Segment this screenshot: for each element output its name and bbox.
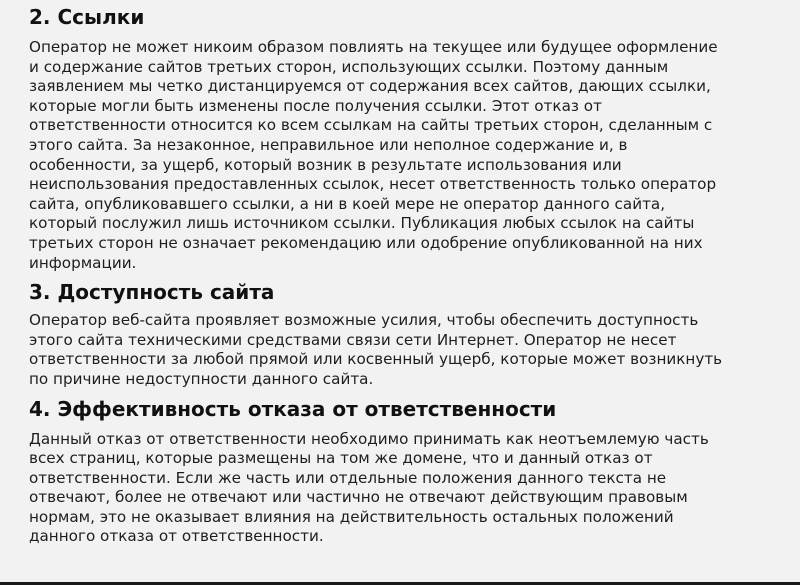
text-line: информации. (29, 253, 137, 272)
text-line: особенности, за ущерб, который возник в результате использования или (29, 155, 622, 174)
text-line: неиспользования предоставленных ссылок, несет ответственность только оператор (29, 175, 717, 194)
text-line: этого сайта. За незаконное, неправильное или неполное содержание и, в (29, 135, 628, 154)
section-body-availability (29, 311, 778, 389)
text-line: заявлением мы четко дистанцируемся от содержания всех сайтов, дающих ссылки, (29, 77, 711, 96)
text-line: третьих сторон не означает рекомендацию или одобрение опубликованной на них (29, 233, 703, 252)
text-line: и содержание сайтов третьих сторон, использующих ссылки. Поэтому данным (29, 57, 669, 76)
text-line: ответственности относится ко всем ссылкам на сайты третьих сторон, сделанным с (29, 116, 713, 135)
section-title-links: 2. Ссылки (29, 5, 145, 29)
text-line: ответственности. Если же часть или отдельные положения данного текста не (29, 468, 667, 487)
text-line: нормам, это не оказывает влияния на действительность остальных положений (29, 507, 674, 526)
text-line: который послужил лишь источником ссылки. Публикация любых ссылок на сайты (29, 214, 695, 233)
text-line: Данный отказ от ответственности необходимо принимать как неотъемлемую часть (29, 429, 709, 448)
section-body-links (29, 38, 778, 273)
section-title-effectiveness: 4. Эффективность отказа от ответственности (29, 396, 557, 421)
section-title-availability: 3. Доступность сайта (29, 280, 275, 305)
section-body-effectiveness (29, 430, 778, 548)
text-line: этого сайта техническими средствами связи сети Интернет. Оператор не несет (29, 330, 677, 349)
text-line: всех страниц, которые размещены на том же домене, что и данный отказ от (29, 449, 653, 468)
text-line: сайта, опубликовавшего ссылки, а ни в коей мере не оператор данного сайта, (29, 194, 666, 213)
text-line: Оператор веб-сайта проявляет возможные усилия, чтобы обеспечить доступность (29, 311, 699, 330)
text-line: данного отказа от ответственности. (29, 527, 324, 546)
text-line: по причине недоступности данного сайта. (29, 369, 374, 388)
text-line: отвечают, более не отвечают или частично не отвечают действующим правовым (29, 488, 688, 507)
text-line: ответственности за любой прямой или косвенный ущерб, которые может возникнуть (29, 350, 723, 369)
text-line: Оператор не может никоим образом повлиять на текущее или будущее оформление (29, 38, 718, 56)
text-line: которые могли быть изменены после получения ссылки. Этот отказ от (29, 96, 602, 115)
